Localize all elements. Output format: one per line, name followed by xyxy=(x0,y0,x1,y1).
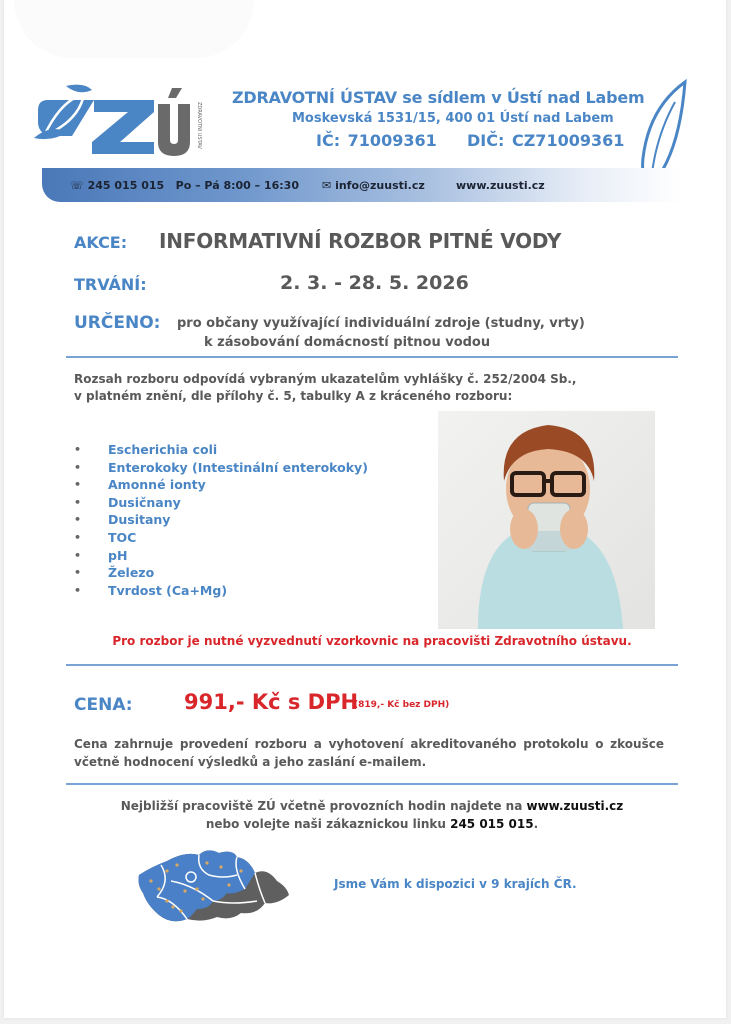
divider xyxy=(66,664,678,666)
organization-address: Moskevská 1531/15, 400 01 Ústí nad Labem xyxy=(292,111,614,126)
child-drinking-water-photo xyxy=(438,411,655,629)
price-without-vat: (819,- Kč bez DPH) xyxy=(354,700,450,710)
list-item: • Dusitany xyxy=(74,511,368,529)
phone-hours xyxy=(70,179,299,192)
action-label: AKCE: xyxy=(74,233,128,252)
analysis-intro-line-2: v platném znění, dle přílohy č. 5, tabulky A z kráceného rozboru: xyxy=(74,389,513,403)
action-title: INFORMATIVNÍ ROZBOR PITNÉ VODY xyxy=(159,229,562,253)
list-item: • Tvrdost (Ca+Mg) xyxy=(74,582,368,600)
email-icon: ✉ xyxy=(322,179,332,192)
contact-line-2-text: nebo volejte naši zákaznickou linku xyxy=(205,817,451,831)
email-group xyxy=(322,179,425,192)
price-label: CENA: xyxy=(74,695,133,715)
duration-label: TRVÁNÍ: xyxy=(74,275,147,294)
logo-vertical-text: ZDRAVOTNÍ ÚSTAV xyxy=(196,102,202,149)
contact-web-link[interactable]: www.zuusti.cz xyxy=(526,799,624,813)
background-watermark xyxy=(14,0,254,58)
dic-number: DIČ: CZ71009361 xyxy=(467,131,625,150)
parameter-list xyxy=(74,441,368,599)
contact-info xyxy=(66,797,678,833)
organization-ids xyxy=(316,131,624,150)
duration-value: 2. 3. - 28. 5. 2026 xyxy=(280,272,469,294)
header-email-link[interactable]: info@zuusti.cz xyxy=(335,179,425,192)
ic-number: IČ: 71009361 xyxy=(316,131,437,150)
list-item: • Dusičnany xyxy=(74,494,368,512)
czech-regions-map-icon xyxy=(137,845,292,925)
target-line-2: k zásobování domácností pitnou vodou xyxy=(204,335,491,350)
target-label: URČENO: xyxy=(74,313,161,333)
list-item: • Amonné ionty xyxy=(74,476,368,494)
phone-icon: ☏ xyxy=(70,179,84,192)
analysis-intro-line-1: Rozsah rozboru odpovídá vybraným ukazatelům vyhlášky č. 252/2004 Sb., xyxy=(74,372,577,386)
list-item: • pH xyxy=(74,547,368,565)
price-with-vat: 991,- Kč s DPH xyxy=(184,690,359,714)
organization-name: ZDRAVOTNÍ ÚSTAV se sídlem v Ústí nad Labem xyxy=(232,88,645,107)
regions-note: Jsme Vám k dispozici v 9 krajích ČR. xyxy=(334,877,577,891)
contact-line-2-end: . xyxy=(533,817,539,831)
analysis-intro xyxy=(74,371,576,405)
header-phone[interactable]: 245 015 015 xyxy=(87,179,165,192)
header-web-link[interactable]: www.zuusti.cz xyxy=(456,179,545,192)
contact-line-1 xyxy=(66,797,678,815)
office-hours: Po – Pá 8:00 – 16:30 xyxy=(175,179,299,192)
flyer-page xyxy=(4,0,726,1018)
list-item: • Železo xyxy=(74,564,368,582)
price-description: Cena zahrnuje provedení rozboru a vyhotovení akreditovaného protokolu o zkoušce včetně hodnocení výsledků a jeho zaslání e-mailem. xyxy=(74,737,664,769)
target-line-1: pro občany využívající individuální zdroje (studny, vrty) xyxy=(177,316,585,331)
pickup-note: Pro rozbor je nutné vyzvednutí vzorkovnic na pracovišti Zdravotního ústavu. xyxy=(112,634,632,648)
contact-line-1-text: Nejbližší pracoviště ZÚ včetně provozních hodin najdete na xyxy=(120,799,527,813)
contact-phone[interactable]: 245 015 015 xyxy=(450,817,534,831)
list-item: • Enterokoky (Intestinální enterokoky) xyxy=(74,459,368,477)
divider xyxy=(66,783,678,785)
list-item: • Escherichia coli xyxy=(74,441,368,459)
contact-line-2 xyxy=(66,815,678,833)
photo-illustration xyxy=(438,411,655,629)
list-item: • TOC xyxy=(74,529,368,547)
zu-logo xyxy=(32,80,202,160)
divider xyxy=(66,356,678,358)
